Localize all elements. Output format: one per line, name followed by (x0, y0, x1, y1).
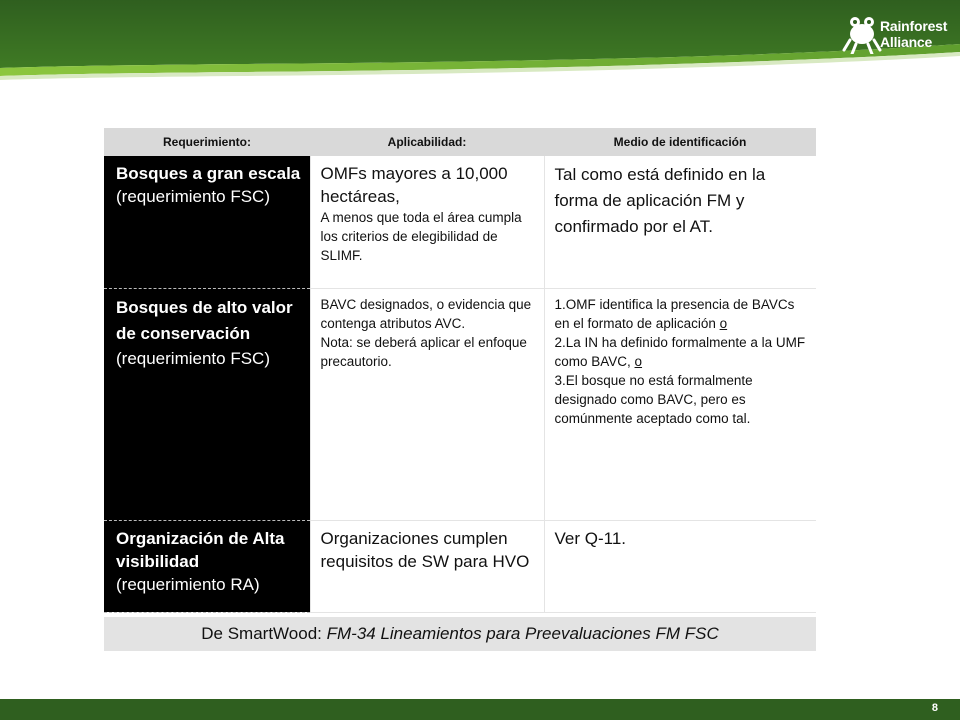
applicability-sub: A menos que toda el área cumpla los criterios de elegibilidad de SLIMF. (320, 210, 522, 263)
applicability-cell (310, 156, 544, 288)
category-title: Bosques a gran escala (116, 164, 301, 183)
identification-cell (544, 288, 816, 520)
applicability-main: Organizaciones cumplen requisitos de SW para HVO (320, 528, 530, 571)
source-caption (104, 617, 816, 651)
frog-icon (842, 10, 882, 54)
applicability-cell (310, 520, 544, 612)
logo-text-line1: Rainforest (880, 18, 948, 34)
applicability-main: BAVC designados, o evidencia que contenga atributos AVC. (320, 296, 532, 331)
underlined-or: o (719, 315, 728, 331)
table-row (104, 288, 816, 520)
category-cell (104, 156, 310, 288)
identification-item-1 (555, 295, 809, 333)
identification-cell (544, 156, 816, 288)
category-title: Organización de Alta visibilidad (116, 528, 285, 571)
category-note: (requerimiento FSC) (116, 187, 270, 206)
identification-text: Tal como está definido en la forma de aplicación FM y confirmado por el AT. (554, 165, 766, 236)
source-prefix: De SmartWood: (201, 624, 327, 643)
category-cell (104, 288, 310, 520)
page-number: 8 (931, 702, 938, 714)
applicability-cell (310, 288, 544, 520)
underlined-or: o (634, 353, 643, 369)
category-cell (104, 520, 310, 612)
logo-text-line2: Alliance (880, 34, 933, 50)
requirements-table (104, 128, 816, 613)
identification-item-text: 2.La IN ha definido formalmente a la UMF como BAVC, (554, 334, 806, 369)
identification-item-text: 1.OMF identifica la presencia de BAVCs en el formato de aplicación (554, 296, 795, 331)
column-header: Requerimiento: (104, 128, 310, 156)
footer-bar (0, 699, 960, 720)
column-header: Medio de identificación (544, 128, 816, 156)
identification-item-2 (555, 333, 809, 371)
applicability-main: OMFs mayores a 10,000 hectáreas, (320, 164, 508, 206)
source-title: FM-34 Lineamientos para Preevaluaciones FM FSC (326, 624, 719, 643)
identification-cell (544, 520, 816, 612)
table-row (104, 520, 816, 612)
table-row (104, 156, 816, 288)
column-header: Aplicabilidad: (310, 128, 544, 156)
category-note: (requerimiento RA) (116, 574, 260, 594)
category-note: (requerimiento FSC) (116, 348, 270, 368)
header-banner (0, 0, 960, 100)
identification-item-3: 3.El bosque no está formalmente designado como BAVC, pero es comúnmente aceptado como tal. (554, 372, 753, 426)
table-header-row (104, 128, 816, 156)
category-title: Bosques de alto valor de conservación (116, 297, 293, 343)
identification-text: Ver Q-11. (554, 528, 626, 548)
applicability-sub: Nota: se deberá aplicar el enfoque precautorio. (320, 334, 527, 369)
